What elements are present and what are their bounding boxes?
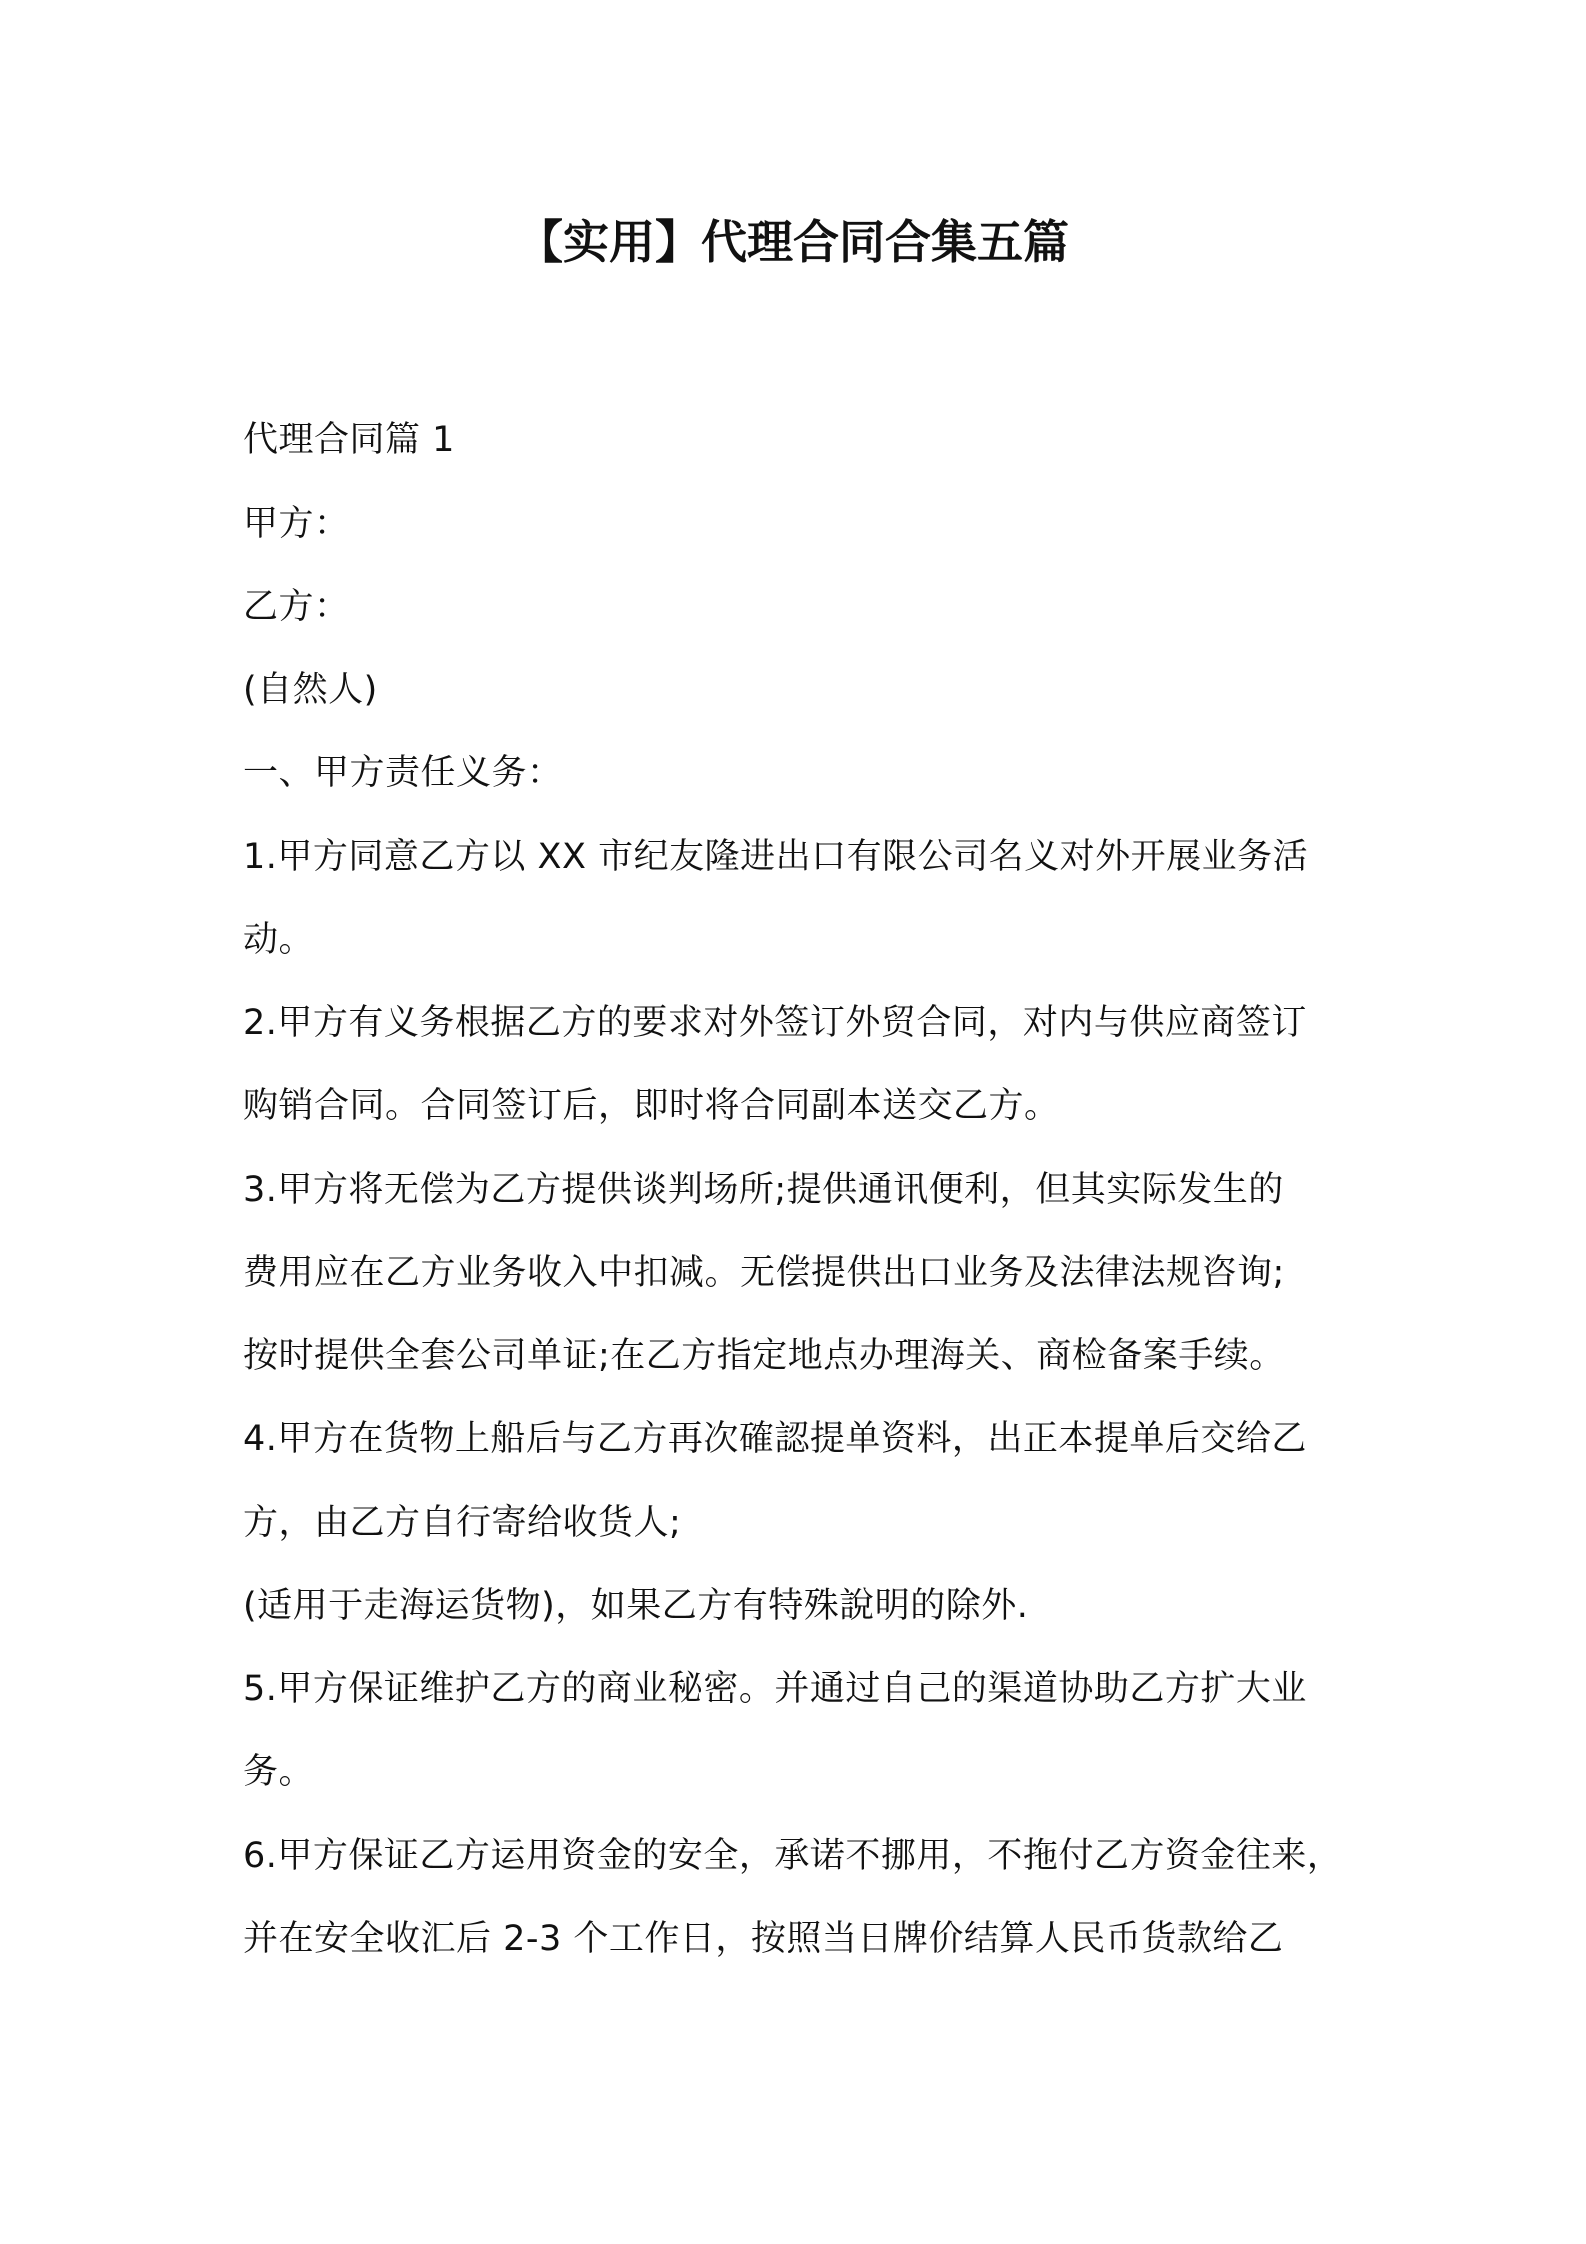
text-line: 方，由乙方自行寄给收货人; bbox=[243, 1503, 682, 1543]
text-line: 2.甲方有义务根据乙方的要求对外签订外贸合同，对内与供应商签订 bbox=[243, 1003, 1307, 1043]
party-a-label: 甲方： bbox=[243, 504, 350, 544]
text-line: 务。 bbox=[243, 1752, 315, 1792]
text-line: 并在安全收汇后 2-3 个工作日，按照当日牌价结算人民币货款给乙 bbox=[243, 1919, 1284, 1959]
text-line: 6.甲方保证乙方运用资金的安全，承诺不挪用，不拖付乙方资金往来， bbox=[243, 1836, 1343, 1876]
text-line: 3.甲方将无偿为乙方提供谈判场所;提供通讯便利，但其实际发生的 bbox=[243, 1170, 1284, 1210]
text-line: 按时提供全套公司单证;在乙方指定地点办理海关、商检备案手续。 bbox=[243, 1336, 1285, 1376]
text-line: 5.甲方保证维护乙方的商业秘密。并通过自己的渠道协助乙方扩大业 bbox=[243, 1669, 1307, 1709]
section-heading: 代理合同篇 1 bbox=[243, 420, 455, 460]
text-line: (适用于走海运货物)，如果乙方有特殊說明的除外. bbox=[243, 1586, 1029, 1626]
text-line: 动。 bbox=[243, 920, 315, 960]
text-line: 1.甲方同意乙方以 XX 市纪友隆进出口有限公司名义对外开展业务活 bbox=[243, 837, 1309, 877]
text-line: 费用应在乙方业务收入中扣减。无偿提供出口业务及法律法规咨询; bbox=[243, 1253, 1285, 1293]
page-title: 【实用】代理合同合集五篇 bbox=[517, 215, 1069, 269]
text-line: 购销合同。合同签订后，即时将合同副本送交乙方。 bbox=[243, 1086, 1060, 1126]
clause-heading: 一、甲方责任义务： bbox=[243, 753, 563, 793]
text-line: 4.甲方在货物上船后与乙方再次確認提单资料，出正本提单后交给乙 bbox=[243, 1419, 1307, 1459]
party-b-label: 乙方： bbox=[243, 587, 350, 627]
party-b-note: (自然人) bbox=[243, 670, 378, 710]
